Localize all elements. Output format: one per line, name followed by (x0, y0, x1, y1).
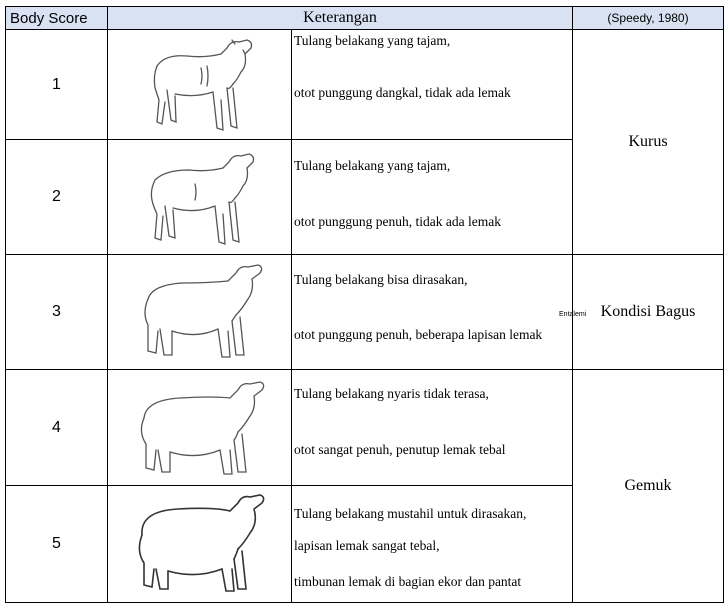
sheep-score-4-icon (130, 374, 270, 482)
description-line: otot punggung penuh, tidak ada lemak (294, 214, 501, 229)
description-line: Tulang belakang mustahil untuk dirasakan, (294, 506, 527, 521)
category-kondisi-bagus-cell (559, 255, 724, 370)
score-cell: 1 (6, 30, 108, 140)
description-line: otot punggung dangkal, tidak ada lemak (294, 85, 511, 100)
score-cell: 2 (6, 140, 108, 255)
description-cell (292, 30, 573, 140)
description-line: lapisan lemak sangat tebal, (294, 538, 440, 553)
sheep-score-5-icon (130, 489, 270, 599)
description-cell (292, 370, 573, 486)
category-gemuk: Gemuk (573, 370, 724, 603)
description-cell (292, 140, 573, 255)
description-cell (292, 486, 573, 603)
sheep-score-2-icon (135, 144, 265, 250)
description-line: Tulang belakang nyaris tidak terasa, (294, 386, 489, 401)
score-cell: 4 (6, 370, 108, 486)
category-kondisi-bagus: Kondisi Bagus (600, 303, 696, 320)
table-row (6, 30, 724, 140)
sheep-picture-cell (108, 255, 292, 370)
sheep-score-3-icon (132, 259, 268, 365)
sheep-picture-cell (108, 140, 292, 255)
description-line: otot punggung penuh, beberapa lapisan lemak (294, 327, 543, 342)
small-label: Entalemi (559, 311, 587, 318)
sheep-picture-cell (108, 370, 292, 486)
score-cell: 5 (6, 486, 108, 603)
body-score-table (5, 6, 724, 603)
table-row (6, 370, 724, 486)
header-keterangan: Keterangan (108, 7, 573, 30)
description-line: Tulang belakang yang tajam, (294, 158, 451, 173)
description-cell (292, 255, 573, 370)
sheep-picture-cell (108, 486, 292, 603)
description-line: timbunan lemak di bagian ekor dan pantat (294, 574, 522, 589)
header-source: (Speedy, 1980) (573, 7, 724, 30)
sheep-picture-cell (108, 30, 292, 140)
header-body-score: Body Score (6, 7, 108, 30)
table-row (6, 255, 724, 370)
header-row (6, 7, 724, 30)
category-kurus: Kurus (573, 30, 724, 255)
description-line: otot sangat penuh, penutup lemak tebal (294, 442, 506, 457)
score-cell: 3 (6, 255, 108, 370)
sheep-score-1-icon (135, 32, 265, 138)
description-line: Tulang belakang bisa dirasakan, (294, 272, 468, 287)
description-line: Tulang belakang yang tajam, (294, 33, 451, 48)
